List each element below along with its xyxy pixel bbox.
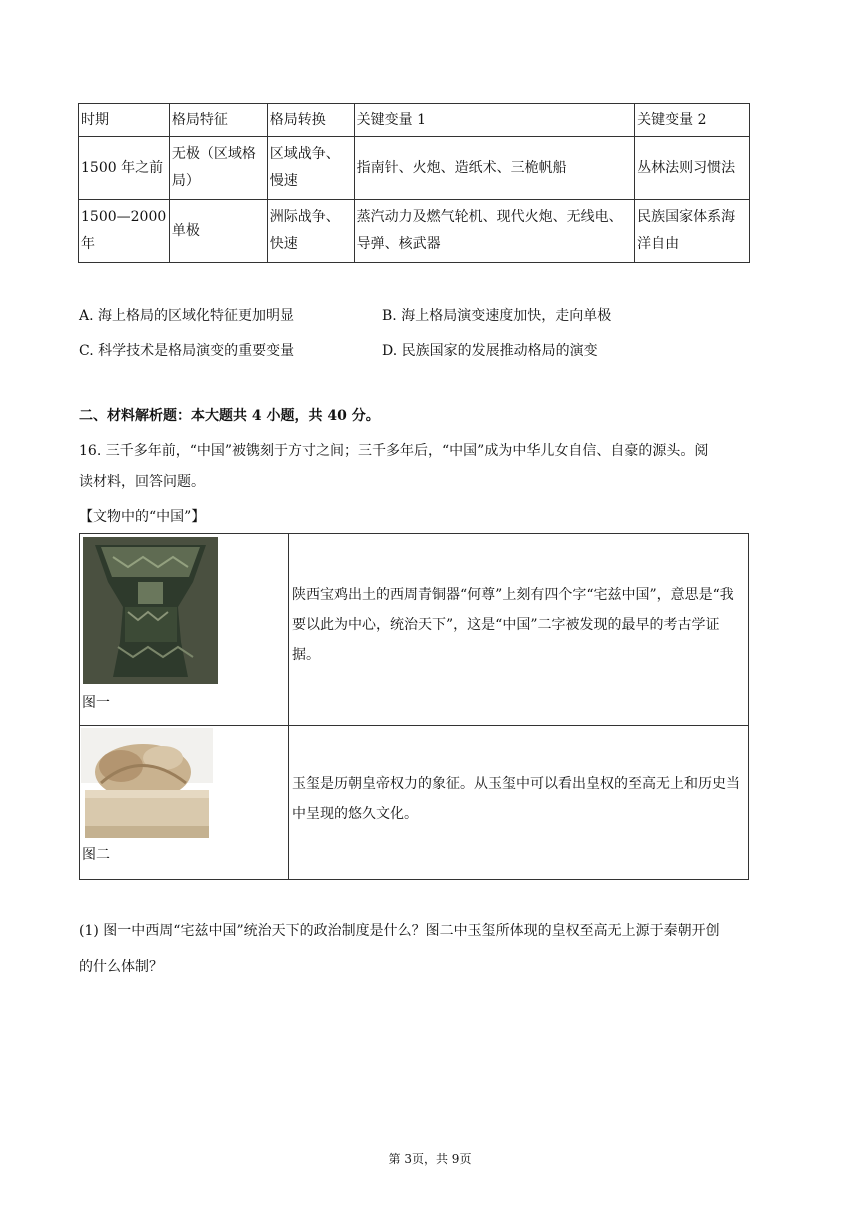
table-header-row [79, 104, 750, 137]
material-row-fig1 [80, 534, 748, 726]
material-table [79, 533, 749, 880]
table-cell: 1500—2000 年 [79, 200, 170, 263]
header-cell: 格局转换 [267, 104, 354, 137]
header-cell: 时期 [79, 104, 170, 137]
figure-2-caption: 图二 [82, 847, 110, 863]
pattern-table [78, 103, 750, 263]
option-b: B. 海上格局演变速度加快，走向单极 [382, 308, 612, 324]
question-16-intro-line1: 16. 三千多年前，“中国”被镌刻于方寸之间；三千多年后，“中国”成为中华儿女自信、自豪的源头。阅 [79, 443, 709, 459]
question-16-intro-line2: 读材料，回答问题。 [79, 474, 205, 490]
header-cell: 关键变量 1 [354, 104, 635, 137]
jade-seal-image [81, 728, 213, 840]
material-title: 【文物中的“中国”】 [79, 509, 206, 525]
table-cell: 洲际战争、快速 [267, 200, 354, 263]
figure-1-description: 陕西宝鸡出土的西周青铜器“何尊”上刻有四个字“宅兹中国”，意思是“我要以此为中心，统治天下”，这是“中国”二字被发现的最早的考古学证据。 [292, 587, 734, 663]
table-cell: 区域战争、慢速 [267, 137, 354, 200]
option-c: C. 科学技术是格局演变的重要变量 [79, 343, 295, 359]
table-cell: 单极 [169, 200, 267, 263]
table-cell: 指南针、火炮、造纸术、三桅帆船 [354, 137, 635, 200]
bronze-zun-image [83, 537, 218, 684]
table-cell: 无极（区域格局） [169, 137, 267, 200]
table-row [79, 200, 750, 263]
material-row-fig2 [80, 726, 748, 879]
table-cell: 丛林法则习惯法 [635, 137, 750, 200]
figure-2-description: 玉玺是历朝皇帝权力的象征。从玉玺中可以看出皇权的至高无上和历史当中呈现的悠久文化。 [292, 776, 740, 822]
header-cell: 格局特征 [169, 104, 267, 137]
header-cell: 关键变量 2 [635, 104, 750, 137]
table-cell: 民族国家体系海洋自由 [635, 200, 750, 263]
table-cell: 1500 年之前 [79, 137, 170, 200]
table-row [79, 137, 750, 200]
figure-1-caption: 图一 [82, 695, 110, 711]
table-cell: 蒸汽动力及燃气轮机、现代火炮、无线电、导弹、核武器 [354, 200, 635, 263]
option-d: D. 民族国家的发展推动格局的演变 [382, 343, 598, 359]
subquestion-1-line2: 的什么体制？ [79, 959, 163, 975]
section-heading: 二、材料解析题：本大题共 4 小题，共 40 分。 [79, 408, 380, 424]
page-footer: 第 3页，共 9页 [388, 1152, 472, 1166]
option-a: A. 海上格局的区域化特征更加明显 [79, 308, 295, 324]
subquestion-1-line1: (1) 图一中西周“宅兹中国”统治天下的政治制度是什么？图二中玉玺所体现的皇权至高无上源于秦朝开创 [79, 923, 720, 939]
